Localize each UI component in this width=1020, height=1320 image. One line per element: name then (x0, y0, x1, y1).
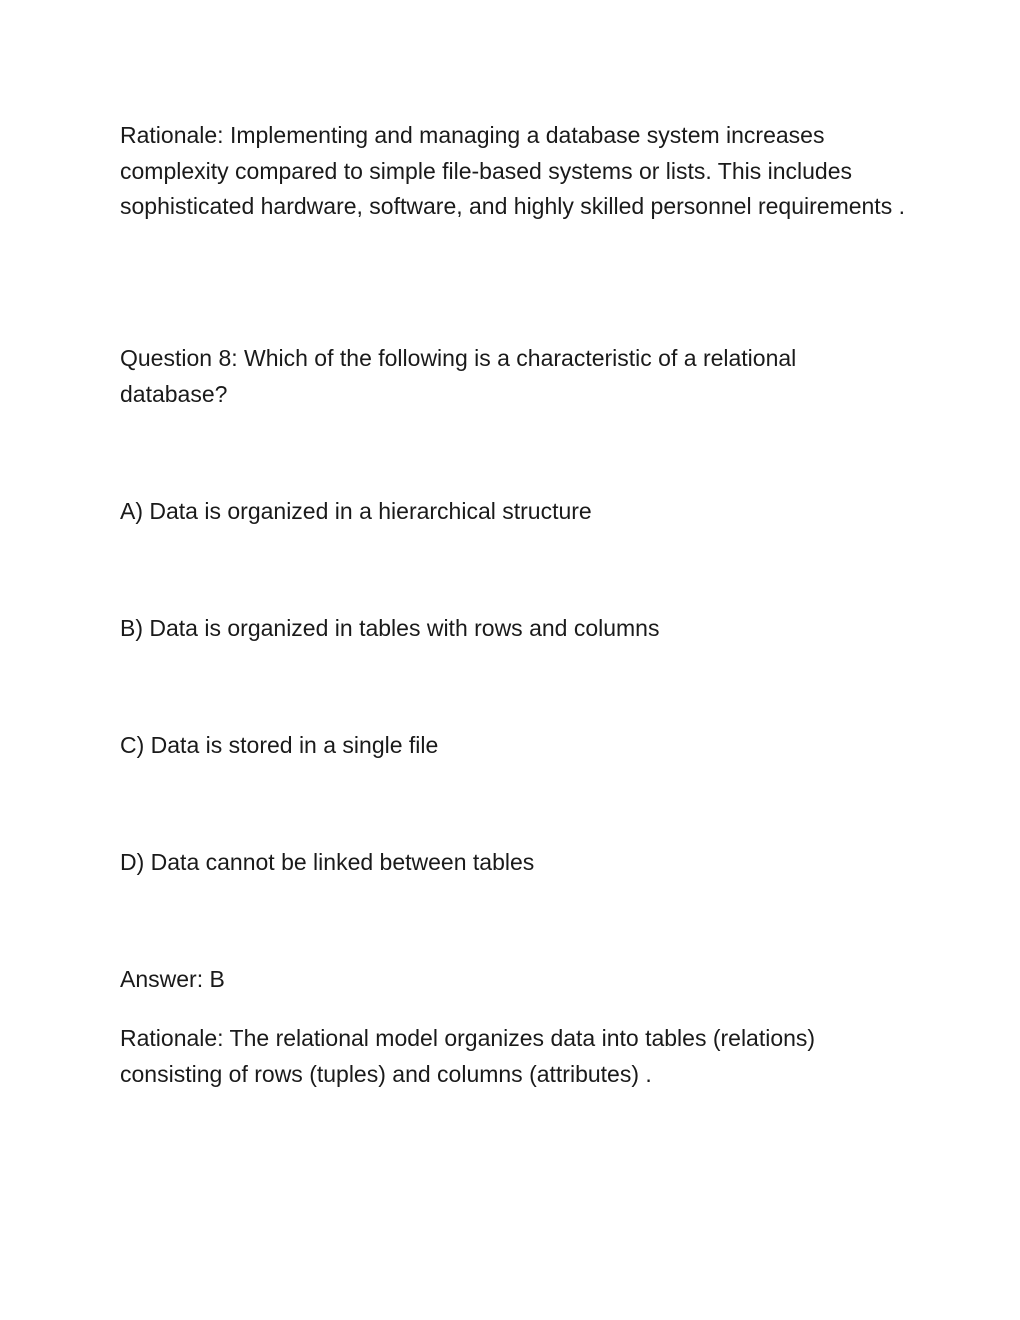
option-b: B) Data is organized in tables with rows and columns (120, 615, 660, 641)
option-d: D) Data cannot be linked between tables (120, 849, 535, 875)
answer-rationale: Rationale: The relational model organizes data into tables (relations) consisting of rows (tuples) and columns (attributes) . (120, 1025, 816, 1087)
option-c: C) Data is stored in a single file (120, 732, 439, 758)
previous-rationale: Rationale: Implementing and managing a database system increases complexity compared to simple file-based systems or lists. This includes sophisticated hardware, software, and highly skilled personnel requirements . (120, 122, 905, 219)
answer-text: Answer: B (120, 966, 225, 992)
question-text: Question 8: Which of the following is a characteristic of a relational database? (120, 345, 797, 407)
option-a: A) Data is organized in a hierarchical structure (120, 498, 592, 524)
